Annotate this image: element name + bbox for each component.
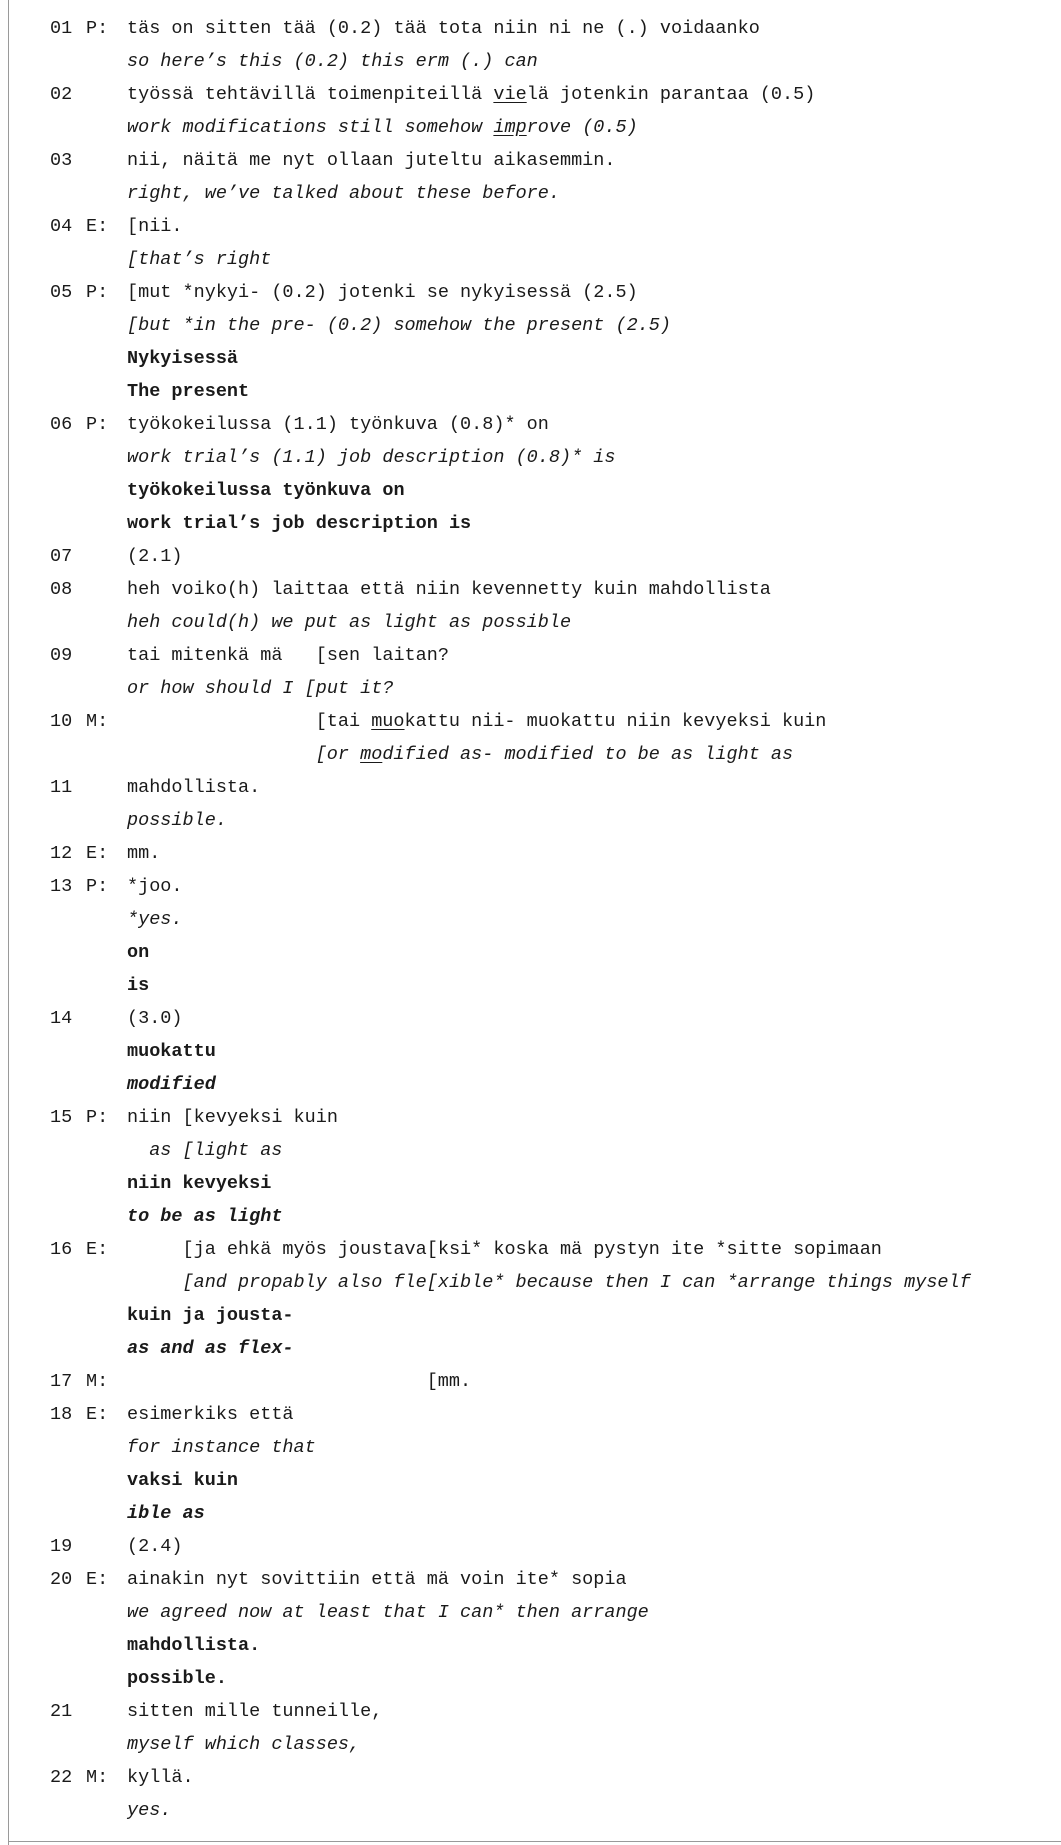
utterance-text xyxy=(127,969,149,1002)
text-segment: as and as flex- xyxy=(127,1338,294,1359)
transcript-line xyxy=(0,1596,1061,1629)
transcript-line xyxy=(0,1332,1061,1365)
utterance-text xyxy=(127,441,615,474)
utterance-text xyxy=(127,210,183,243)
utterance-text xyxy=(127,870,183,903)
line-number: 04 xyxy=(50,216,73,237)
speaker-label: P: xyxy=(86,1107,109,1128)
line-number: 08 xyxy=(50,579,73,600)
text-segment: [but *in the pre- (0.2) somehow the present (2.5) xyxy=(127,315,671,336)
text-segment: kuin ja jousta- xyxy=(127,1305,294,1326)
text-segment: sitten mille tunneille, xyxy=(127,1701,383,1722)
utterance-text xyxy=(127,309,671,342)
transcript-line xyxy=(0,903,1061,936)
utterance-text xyxy=(427,1365,471,1398)
transcript-line xyxy=(0,1101,1061,1134)
utterance-text xyxy=(127,1497,205,1530)
transcript-line xyxy=(0,408,1061,441)
transcript-line xyxy=(0,375,1061,408)
transcript-line xyxy=(0,210,1061,243)
transcript-line xyxy=(0,507,1061,540)
utterance-text xyxy=(127,606,571,639)
transcript-line xyxy=(0,1002,1061,1035)
speaker-label: E: xyxy=(86,1569,109,1590)
text-segment: kyllä. xyxy=(127,1767,194,1788)
text-segment: mm. xyxy=(127,843,161,864)
utterance-text xyxy=(127,12,760,45)
transcript-line xyxy=(0,45,1061,78)
speaker-label: M: xyxy=(86,1371,109,1392)
line-number: 09 xyxy=(50,645,73,666)
text-segment: esimerkiks että xyxy=(127,1404,294,1425)
underlined-segment: vie xyxy=(493,84,527,105)
text-segment: lä jotenkin parantaa (0.5) xyxy=(526,84,816,105)
text-segment: right, we’ve talked about these before. xyxy=(127,183,560,204)
text-segment: tai mitenkä mä [sen laitan? xyxy=(127,645,449,666)
transcript-line xyxy=(0,1629,1061,1662)
utterance-text xyxy=(127,639,449,672)
text-segment: Nykyisessä xyxy=(127,348,239,369)
utterance-text xyxy=(127,1002,183,1035)
text-segment: täs on sitten tää (0.2) tää tota niin ni ne (.) voidaanko xyxy=(127,18,760,39)
text-segment: we agreed now at least that I can* then arrange xyxy=(127,1602,649,1623)
transcript-line xyxy=(0,441,1061,474)
line-number: 17 xyxy=(50,1371,73,1392)
transcript-line xyxy=(0,540,1061,573)
text-segment: [ja ehkä myös joustava[ksi* koska mä pystyn ite *sitte sopimaan xyxy=(182,1239,882,1260)
text-segment: on xyxy=(127,942,150,963)
utterance-text xyxy=(149,1134,282,1167)
utterance-text xyxy=(127,408,549,441)
text-segment: for instance that xyxy=(127,1437,316,1458)
transcript-line xyxy=(0,936,1061,969)
utterance-text xyxy=(316,705,827,738)
transcript-line xyxy=(0,1398,1061,1431)
text-segment: mahdollista. xyxy=(127,1635,261,1656)
text-segment: mahdollista. xyxy=(127,777,261,798)
utterance-text xyxy=(127,573,771,606)
text-segment: (3.0) xyxy=(127,1008,183,1029)
underlined-segment: imp xyxy=(493,117,527,138)
transcript-line xyxy=(0,1200,1061,1233)
utterance-text xyxy=(127,540,183,573)
utterance-text xyxy=(127,1167,271,1200)
utterance-text xyxy=(127,1035,216,1068)
text-segment: muokattu xyxy=(127,1041,216,1062)
text-segment: possible. xyxy=(127,1668,227,1689)
transcript-line xyxy=(0,1299,1061,1332)
utterance-text xyxy=(127,1101,338,1134)
transcript-line xyxy=(0,1728,1061,1761)
underlined-segment: mo xyxy=(360,744,383,765)
text-segment: niin kevyeksi xyxy=(127,1173,272,1194)
speaker-label: P: xyxy=(86,18,109,39)
transcript-line xyxy=(0,342,1061,375)
text-segment: niin [kevyeksi kuin xyxy=(127,1107,338,1128)
transcript-line xyxy=(0,1167,1061,1200)
transcript-line xyxy=(0,738,1061,771)
line-number: 12 xyxy=(50,843,73,864)
speaker-label: M: xyxy=(86,711,109,732)
utterance-text xyxy=(127,177,560,210)
text-segment: [mut *nykyi- (0.2) jotenki se nykyisessä (2.5) xyxy=(127,282,638,303)
line-number: 14 xyxy=(50,1008,73,1029)
text-segment: myself which classes, xyxy=(127,1734,361,1755)
text-segment: [nii. xyxy=(127,216,183,237)
utterance-text xyxy=(127,1794,171,1827)
text-segment: *joo. xyxy=(127,876,183,897)
utterance-text xyxy=(183,1266,971,1299)
transcript-line xyxy=(0,1266,1061,1299)
transcript-line xyxy=(0,672,1061,705)
text-segment: ible as xyxy=(127,1503,205,1524)
transcript-line xyxy=(0,1530,1061,1563)
line-number: 22 xyxy=(50,1767,73,1788)
transcript-body xyxy=(0,12,1061,1827)
utterance-text xyxy=(127,111,638,144)
line-number: 05 xyxy=(50,282,73,303)
line-number: 20 xyxy=(50,1569,73,1590)
text-segment: ainakin nyt sovittiin että mä voin ite* sopia xyxy=(127,1569,627,1590)
transcript-line xyxy=(0,309,1061,342)
transcript-line xyxy=(0,771,1061,804)
speaker-label: E: xyxy=(86,1404,109,1425)
utterance-text xyxy=(127,936,149,969)
utterance-text xyxy=(127,1695,382,1728)
text-segment: kattu nii- muokattu niin kevyeksi kuin xyxy=(404,711,827,732)
text-segment: [mm. xyxy=(426,1371,472,1392)
transcript-line xyxy=(0,1464,1061,1497)
utterance-text xyxy=(127,1464,238,1497)
text-segment: heh voiko(h) laittaa että niin kevennetty kuin mahdollista xyxy=(127,579,771,600)
text-segment: possible. xyxy=(127,810,227,831)
utterance-text xyxy=(127,1299,294,1332)
text-segment: (2.4) xyxy=(127,1536,183,1557)
utterance-text xyxy=(127,1530,183,1563)
transcript-line xyxy=(0,78,1061,111)
line-number: 16 xyxy=(50,1239,73,1260)
utterance-text xyxy=(127,1761,194,1794)
text-segment: [or xyxy=(315,744,361,765)
transcript-line xyxy=(0,243,1061,276)
utterance-text xyxy=(127,144,615,177)
transcript-line xyxy=(0,1794,1061,1827)
speaker-label: P: xyxy=(86,282,109,303)
transcript-line xyxy=(0,639,1061,672)
speaker-label: E: xyxy=(86,1239,109,1260)
text-segment: The present xyxy=(127,381,250,402)
text-segment: yes. xyxy=(127,1800,172,1821)
transcript-line xyxy=(0,705,1061,738)
text-segment: as [light as xyxy=(149,1140,283,1161)
line-number: 10 xyxy=(50,711,73,732)
utterance-text xyxy=(127,1596,649,1629)
transcript-line xyxy=(0,837,1061,870)
text-segment: heh could(h) we put as light as possible xyxy=(127,612,572,633)
utterance-text xyxy=(127,1332,294,1365)
text-segment: *yes. xyxy=(127,909,183,930)
transcript-line xyxy=(0,1563,1061,1596)
transcript-line xyxy=(0,12,1061,45)
utterance-text xyxy=(316,738,793,771)
utterance-text xyxy=(127,78,815,111)
transcript-line xyxy=(0,1134,1061,1167)
text-segment: work trial’s job description is xyxy=(127,513,472,534)
text-segment: [tai xyxy=(315,711,372,732)
line-number: 02 xyxy=(50,84,73,105)
utterance-text xyxy=(127,1398,294,1431)
text-segment: is xyxy=(127,975,150,996)
line-number: 07 xyxy=(50,546,73,567)
utterance-text xyxy=(127,1662,227,1695)
utterance-text xyxy=(127,837,160,870)
text-segment: rove (0.5) xyxy=(526,117,638,138)
utterance-text xyxy=(127,1563,627,1596)
speaker-label: P: xyxy=(86,876,109,897)
transcript-line xyxy=(0,969,1061,1002)
transcript-line xyxy=(0,474,1061,507)
text-segment: or how should I [put it? xyxy=(127,678,394,699)
line-number: 06 xyxy=(50,414,73,435)
utterance-text xyxy=(127,771,260,804)
text-segment: (2.1) xyxy=(127,546,183,567)
transcript-line xyxy=(0,1068,1061,1101)
utterance-text xyxy=(127,1728,360,1761)
utterance-text xyxy=(127,1068,216,1101)
transcript-line xyxy=(0,573,1061,606)
utterance-text xyxy=(127,45,538,78)
transcript-line xyxy=(0,1233,1061,1266)
transcript-line xyxy=(0,111,1061,144)
line-number: 19 xyxy=(50,1536,73,1557)
speaker-label: P: xyxy=(86,414,109,435)
text-segment: [and propably also fle[xible* because then I can *arrange things myself xyxy=(182,1272,971,1293)
text-segment: työssä tehtävillä toimenpiteillä xyxy=(127,84,494,105)
text-segment: [that’s right xyxy=(127,249,272,270)
utterance-text xyxy=(183,1233,882,1266)
line-number: 03 xyxy=(50,150,73,171)
transcript-line xyxy=(0,870,1061,903)
bottom-border-rule xyxy=(8,1841,1061,1842)
text-segment: vaksi kuin xyxy=(127,1470,239,1491)
transcript-line xyxy=(0,1695,1061,1728)
line-number: 11 xyxy=(50,777,73,798)
utterance-text xyxy=(127,375,249,408)
transcript-line xyxy=(0,1365,1061,1398)
transcript-line xyxy=(0,804,1061,837)
line-number: 15 xyxy=(50,1107,73,1128)
transcript-line xyxy=(0,144,1061,177)
line-number: 01 xyxy=(50,18,73,39)
utterance-text xyxy=(127,804,227,837)
line-number: 13 xyxy=(50,876,73,897)
utterance-text xyxy=(127,243,271,276)
transcript-line xyxy=(0,1497,1061,1530)
underlined-segment: muo xyxy=(371,711,405,732)
transcript-line xyxy=(0,177,1061,210)
speaker-label: E: xyxy=(86,843,109,864)
utterance-text xyxy=(127,672,393,705)
utterance-text xyxy=(127,342,238,375)
text-segment: so here’s this (0.2) this erm (.) can xyxy=(127,51,538,72)
text-segment: työkokeilussa (1.1) työnkuva (0.8)* on xyxy=(127,414,549,435)
speaker-label: E: xyxy=(86,216,109,237)
transcript-line xyxy=(0,606,1061,639)
text-segment: modified xyxy=(127,1074,216,1095)
text-segment: dified as- modified to be as light as xyxy=(382,744,794,765)
utterance-text xyxy=(127,474,405,507)
text-segment: work modifications still somehow xyxy=(127,117,494,138)
utterance-text xyxy=(127,1629,260,1662)
text-segment: työkokeilussa työnkuva on xyxy=(127,480,405,501)
speaker-label: M: xyxy=(86,1767,109,1788)
line-number: 18 xyxy=(50,1404,73,1425)
transcript-line xyxy=(0,1662,1061,1695)
transcript-line xyxy=(0,1431,1061,1464)
text-segment: nii, näitä me nyt ollaan juteltu aikasemmin. xyxy=(127,150,616,171)
line-number: 21 xyxy=(50,1701,73,1722)
utterance-text xyxy=(127,1431,316,1464)
transcript-line xyxy=(0,1761,1061,1794)
text-segment: to be as light xyxy=(127,1206,283,1227)
utterance-text xyxy=(127,276,638,309)
utterance-text xyxy=(127,1200,282,1233)
transcript-line xyxy=(0,1035,1061,1068)
text-segment: work trial’s (1.1) job description (0.8)* is xyxy=(127,447,616,468)
utterance-text xyxy=(127,507,471,540)
transcript-line xyxy=(0,276,1061,309)
utterance-text xyxy=(127,903,183,936)
